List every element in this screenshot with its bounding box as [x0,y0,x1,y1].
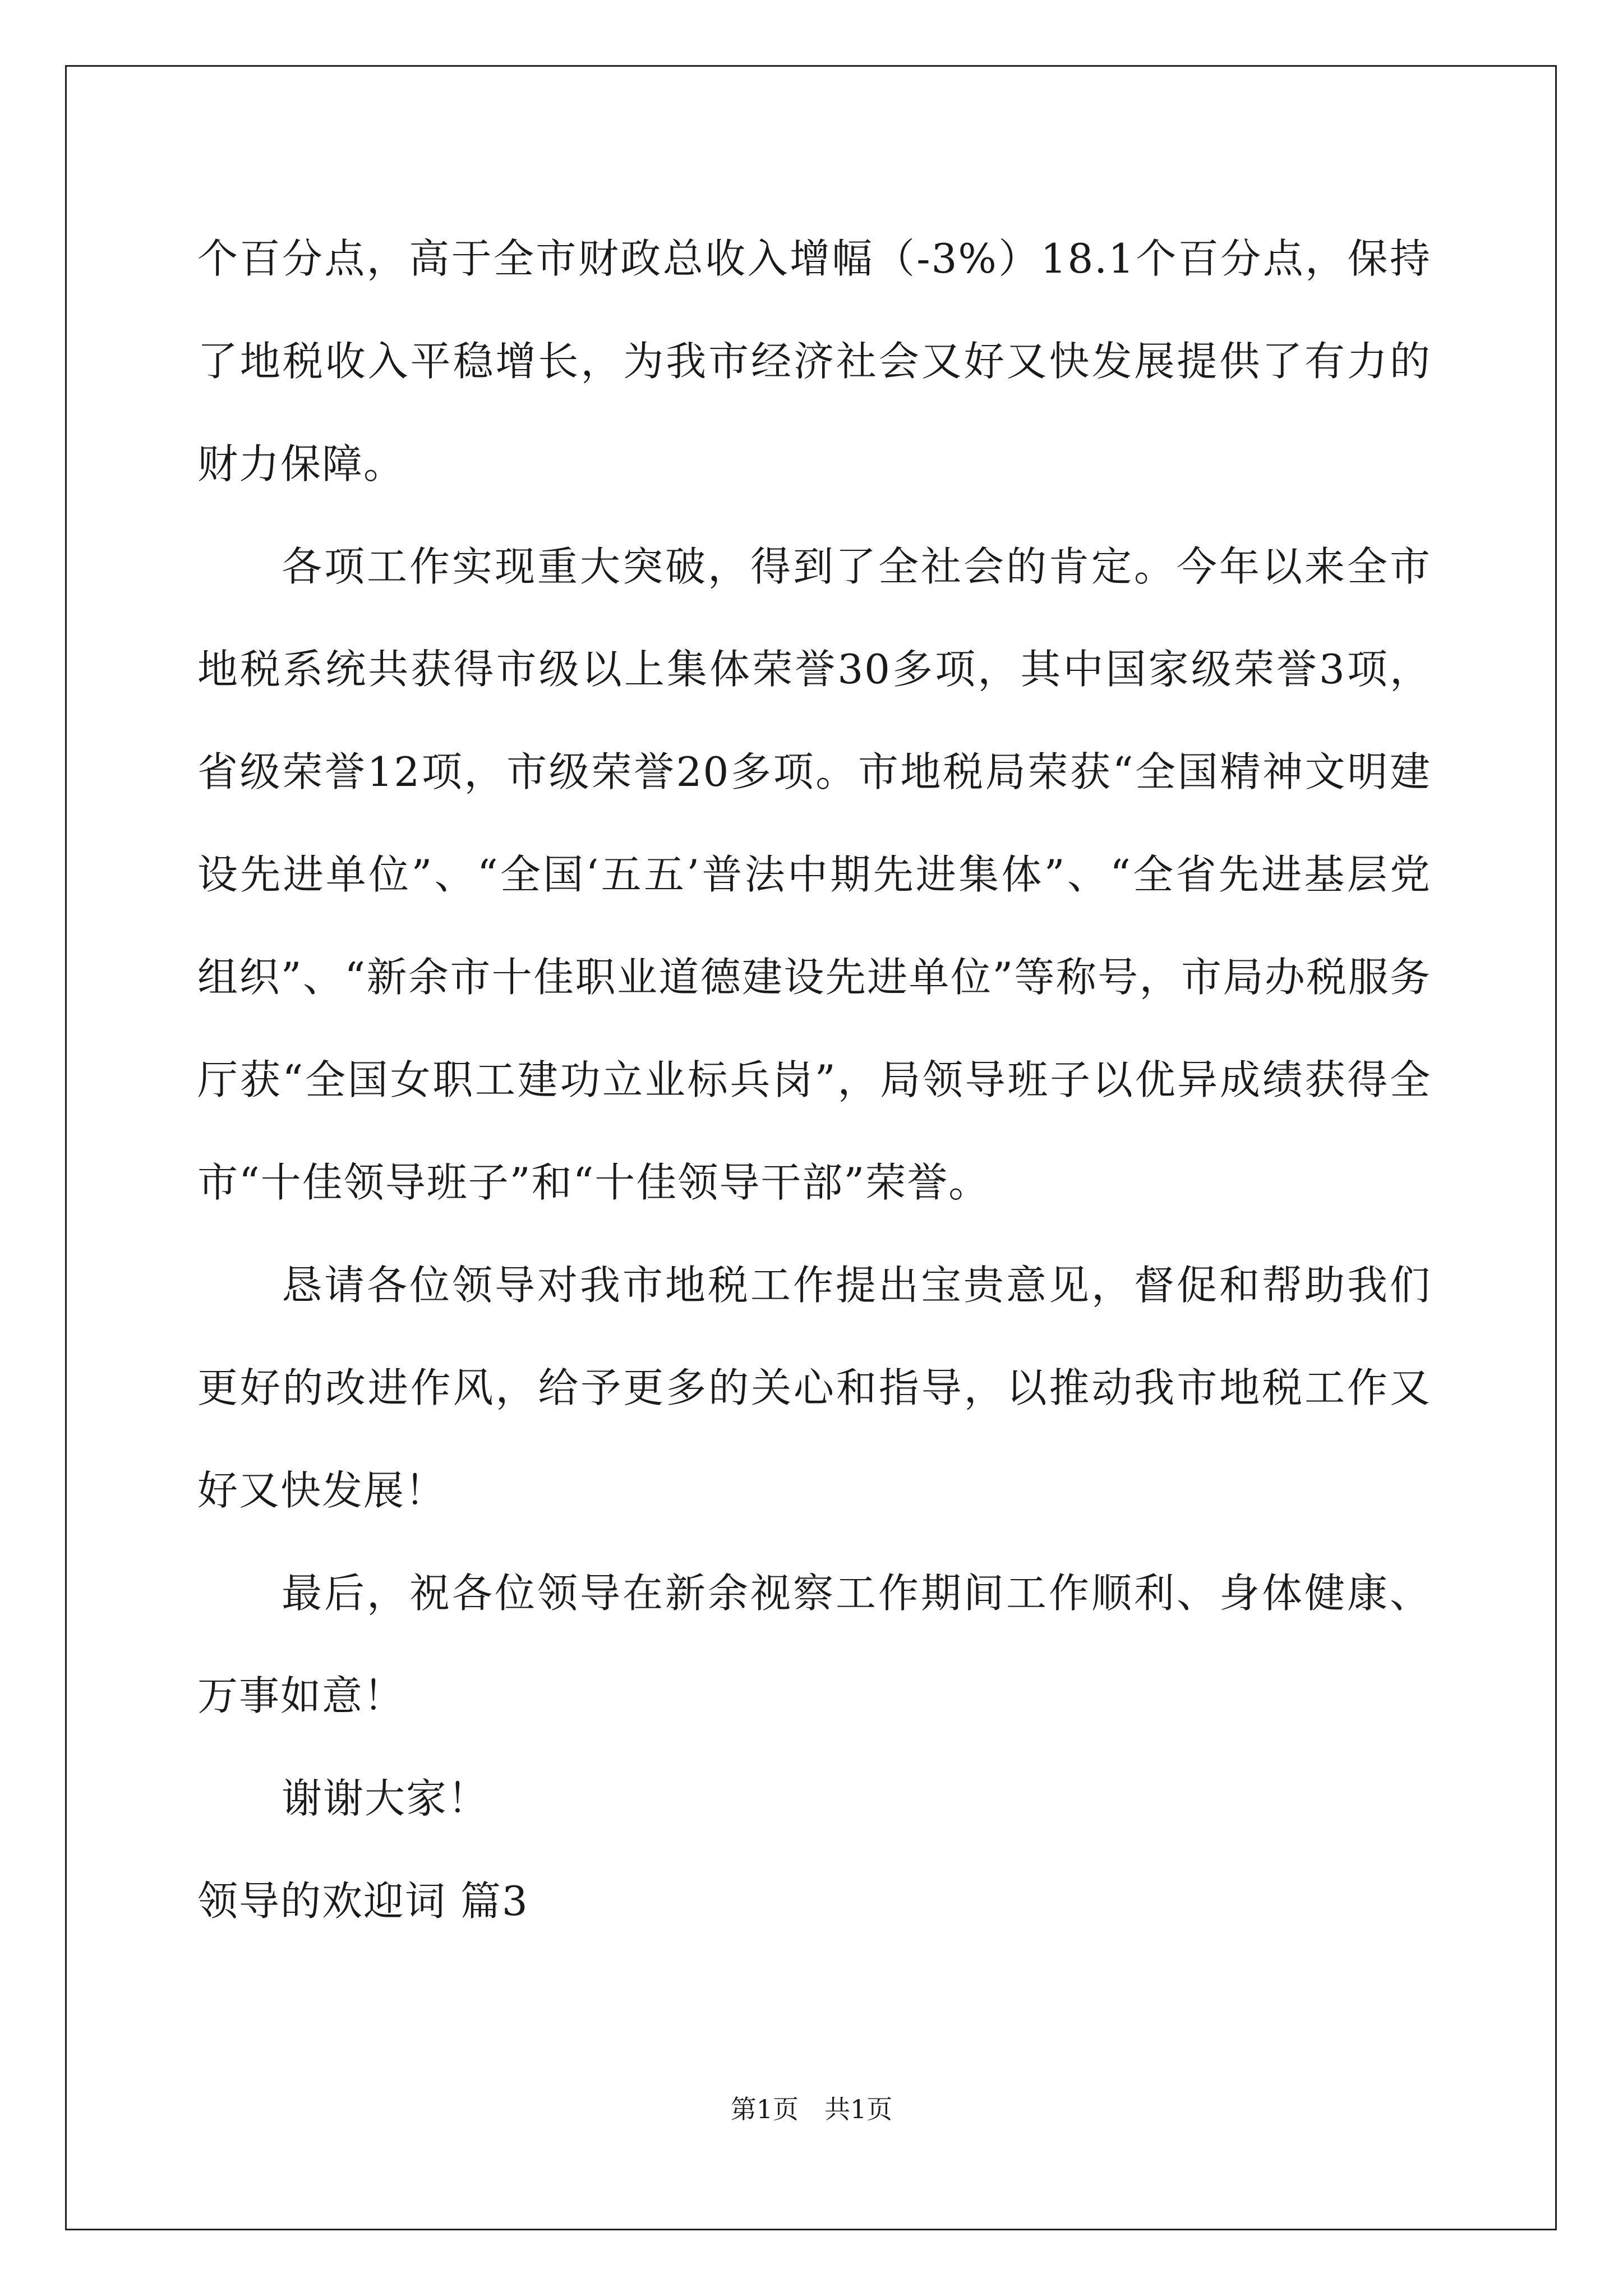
paragraph-request: 恳请各位领导对我市地税工作提出宝贵意见，督促和帮助我们更好的改进作风，给予更多的关心和指导，以推动我市地税工作又好又快发展！ [197,1262,1431,1514]
paragraph-achievements: 各项工作实现重大突破，得到了全社会的肯定。今年以来全市地税系统共获得市级以上集体荣誉30多项，其中国家级荣誉3项，省级荣誉12项，市级荣誉20多项。市地税局荣获“全国精神文明建设先进单位”、“全国‘五五’普法中期先进集体”、“全省先进基层党组织”、“新余市十佳职业道德建设先进单位”等称号，市局办税服务厅获“全国女职工建功立业标兵岗”，局领导班子以优异成绩获得全市“十佳领导班子”和“十佳领导干部”荣誉。 [197,543,1431,1206]
page-footer: 第1页 共1页 [730,2094,893,2124]
document-body [197,208,1431,1953]
paragraph-thanks: 谢谢大家！ [282,1775,490,1822]
paragraph-closing-wishes: 最后，祝各位领导在新余视察工作期间工作顺利、身体健康、万事如意！ [197,1570,1431,1719]
paragraph-continuation: 个百分点，高于全市财政总收入增幅（-3%）18.1个百分点，保持了地税收入平稳增长，为我市经济社会又好又快发展提供了有力的财力保障。 [197,235,1431,487]
section-heading: 领导的欢迎词 篇3 [197,1878,529,1925]
